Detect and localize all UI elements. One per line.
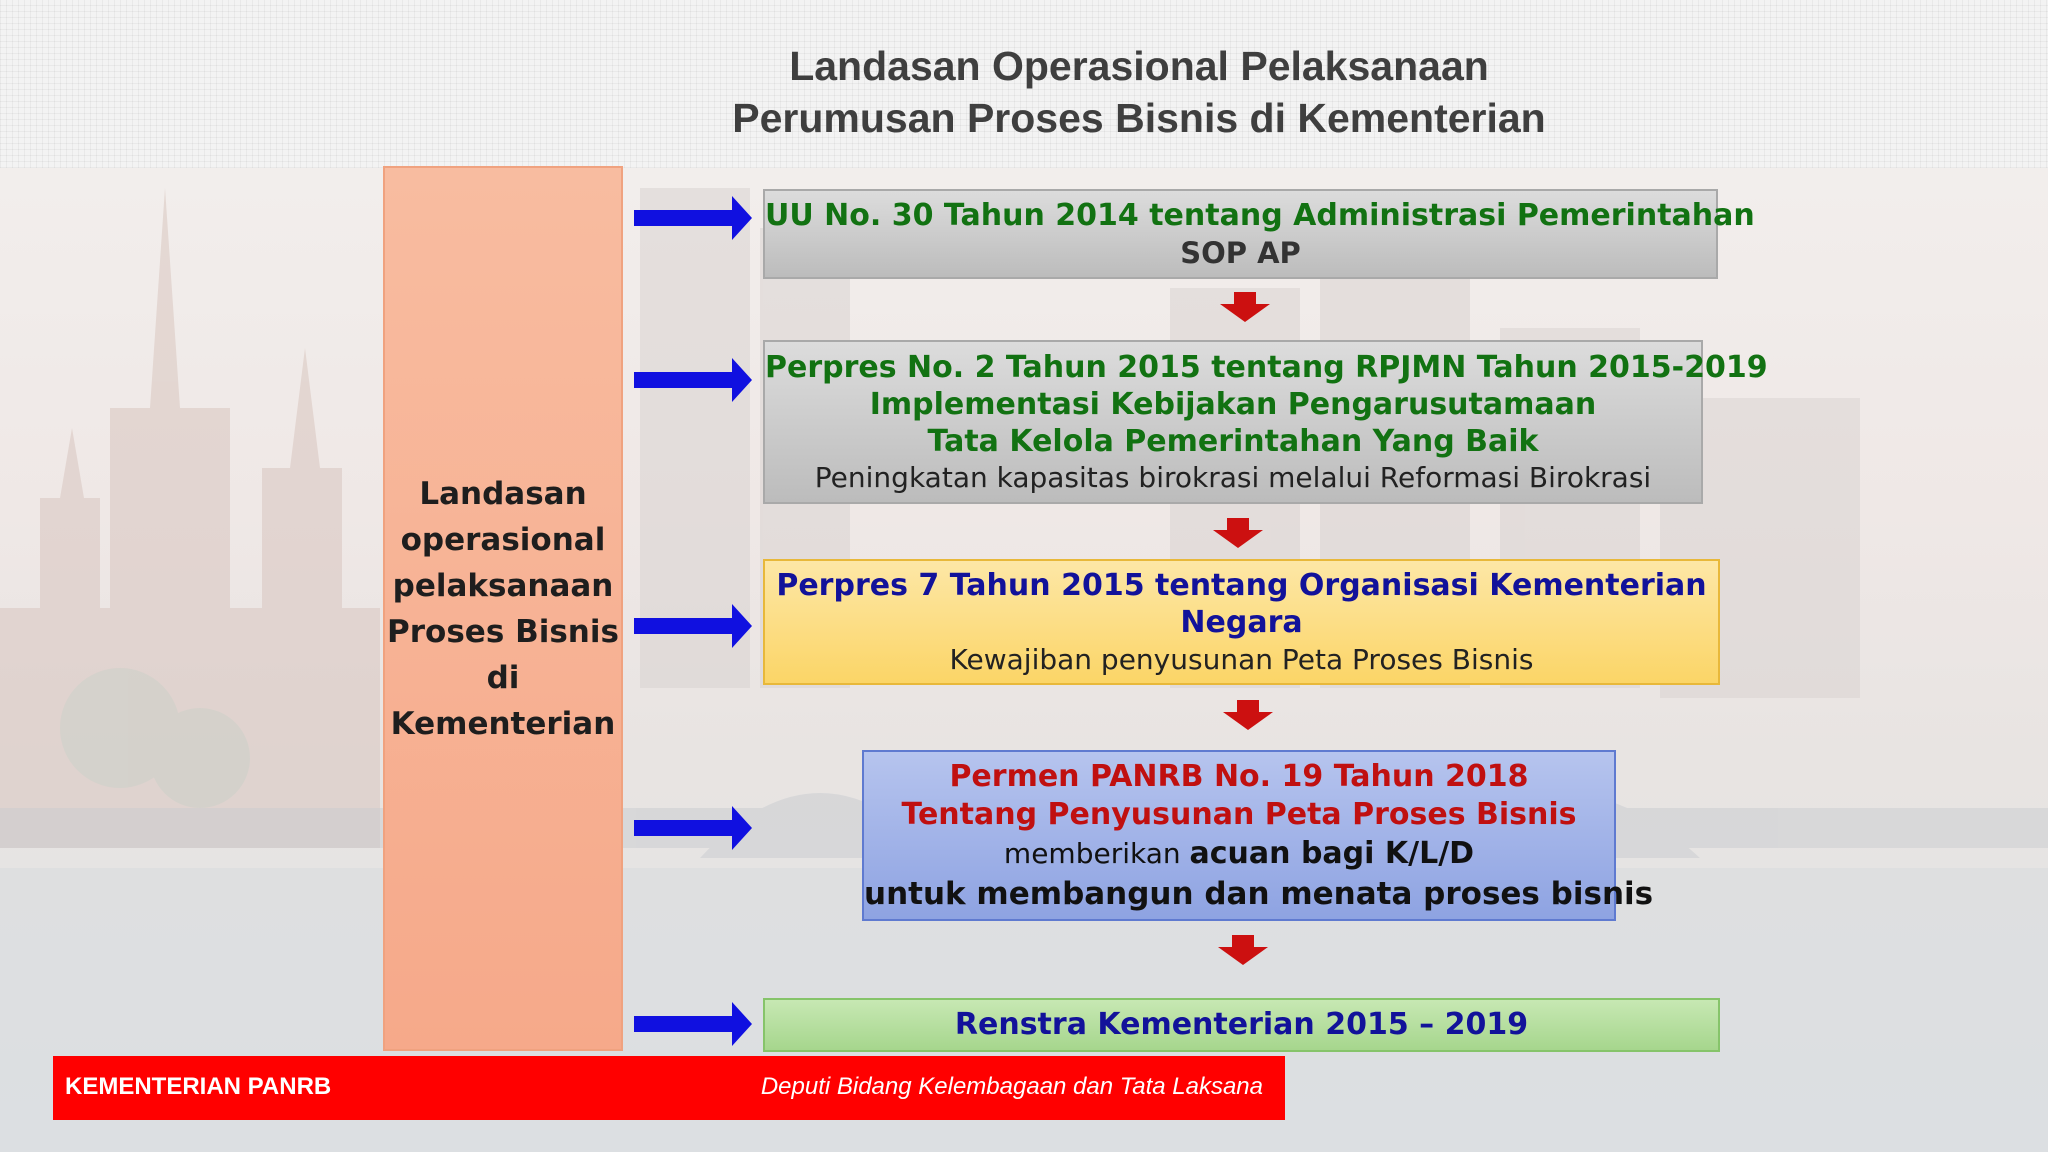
arrow-down-icon xyxy=(1223,700,1273,730)
permen19-line3 xyxy=(864,834,1614,874)
perpres2-line1: Perpres No. 2 Tahun 2015 tentang RPJMN Tahun 2015-2019 xyxy=(765,349,1768,385)
side-label-box xyxy=(383,166,623,1051)
permen19-line3-bold: acuan bagi K/L/D xyxy=(1189,835,1475,871)
arrow-down-icon xyxy=(1213,518,1263,548)
box-perpres2 xyxy=(763,340,1768,504)
permen19-line4: untuk membangun dan menata proses bisnis xyxy=(864,875,1654,912)
title-line-2: Perumusan Proses Bisnis di Kementerian xyxy=(732,95,1546,141)
box-uu30 xyxy=(763,189,1755,279)
renstra-heading: Renstra Kementerian 2015 – 2019 xyxy=(954,1007,1529,1042)
footer-left: KEMENTERIAN PANRB xyxy=(65,1073,332,1100)
box-perpres7 xyxy=(763,559,1720,685)
arrow-right-icon xyxy=(634,604,754,648)
perpres2-line2: Implementasi Kebijakan Pengarusutamaan xyxy=(869,386,1597,422)
footer-bar xyxy=(53,1056,1285,1120)
perpres7-sub: Kewajiban penyusunan Peta Proses Bisnis xyxy=(949,642,1534,676)
permen19-line1: Permen PANRB No. 19 Tahun 2018 xyxy=(949,758,1529,794)
permen19-line3-normal: memberikan xyxy=(1003,836,1190,870)
arrow-right-icon xyxy=(634,358,754,402)
arrow-right-icon xyxy=(634,196,754,240)
uu30-heading: UU No. 30 Tahun 2014 tentang Administrasi Pemerintahan xyxy=(765,198,1755,233)
uu30-sub: SOP AP xyxy=(1180,236,1301,270)
arrow-down-icon xyxy=(1220,292,1270,322)
title-line-1: Landasan Operasional Pelaksanaan xyxy=(789,43,1489,89)
box-permen19 xyxy=(862,750,1654,921)
arrow-right-icon xyxy=(634,1002,754,1046)
arrow-right-icon xyxy=(634,806,754,850)
arrow-down-icon xyxy=(1218,935,1268,965)
perpres2-sub: Peningkatan kapasitas birokrasi melalui Reformasi Birokrasi xyxy=(814,460,1652,494)
perpres2-line3: Tata Kelola Pemerintahan Yang Baik xyxy=(927,423,1539,459)
perpres7-line2: Negara xyxy=(1180,604,1303,640)
perpres7-line1: Perpres 7 Tahun 2015 tentang Organisasi Kementerian xyxy=(776,567,1707,603)
box-renstra xyxy=(763,998,1720,1052)
slide-title xyxy=(0,40,2048,144)
footer-right: Deputi Bidang Kelembagaan dan Tata Laksana xyxy=(760,1073,1263,1100)
permen19-line2: Tentang Penyusunan Peta Proses Bisnis xyxy=(901,796,1577,832)
side-label-text: Landasan operasional pelaksanaan Proses Bisnis di Kementerian xyxy=(387,475,619,742)
